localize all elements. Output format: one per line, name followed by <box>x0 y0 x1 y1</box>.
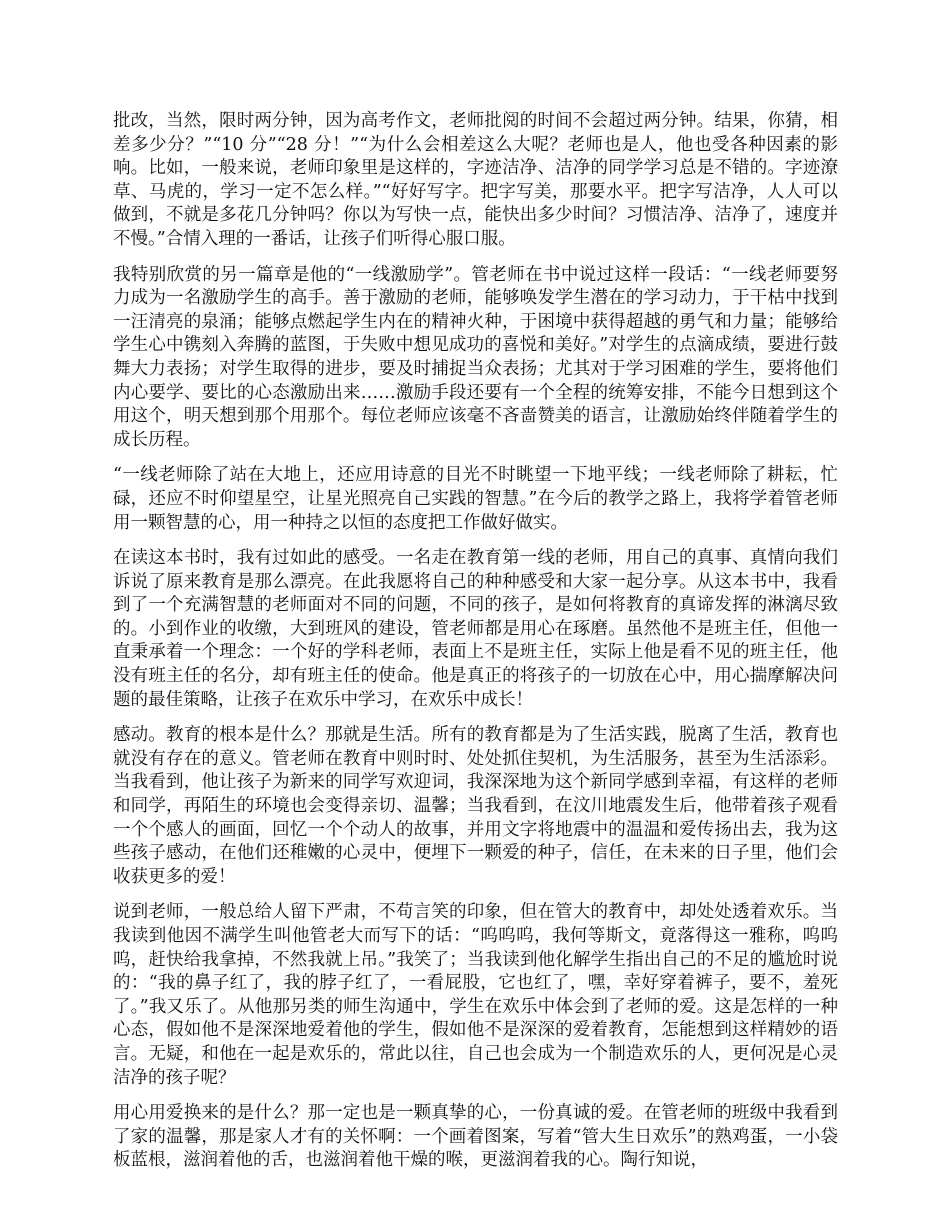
paragraph-3: “一线老师除了站在大地上，还应用诗意的目光不时眺望一下地平线；一线老师除了耕耘，忙碌，还应不时仰望星空，让星光照亮自己实践的智慧。”在今后的教学之路上，我将学着管老师用一颗智慧的心，用一种持之以恒的态度把工作做好做实。 <box>113 465 838 533</box>
paragraph-1: 批改，当然，限时两分钟，因为高考作文，老师批阅的时间不会超过两分钟。结果，你猜，相差多少分？”“10 分”“28 分！”“为什么会相差这么大呢？老师也是人，他也受各种因素的影响。比如，一般来说，老师印象里是这样的，字迹洁净、洁净的同学学习总是不错的。字迹潦草、马虎的，学习一定不怎么样。”“好好写字。把字写美，那要水平。把字写洁净，人人可以做到，不就是多花几分钟吗？你以为写快一点，能快出多少时间？习惯洁净、洁净了，速度并不慢。”合情入理的一番话，让孩子们听得心服口服。 <box>113 111 838 249</box>
paragraph-7: 用心用爱换来的是什么？那一定也是一颗真挚的心，一份真诚的爱。在管老师的班级中我看到了家的温馨，那是家人才有的关怀啊：一个画着图案，写着“管大生日欢乐”的熟鸡蛋，一小袋板蓝根，滋润着他的舌，也滋润着他干燥的喉，更滋润着我的心。陶行知说， <box>113 1103 838 1171</box>
paragraph-6: 说到老师，一般总给人留下严肃，不苟言笑的印象，但在管大的教育中，却处处透着欢乐。当我读到他因不满学生叫他管老大而写下的话：“呜呜呜，我何等斯文，竟落得这一雅称，呜呜呜，赶快给我拿掉，不然我就上吊。”我笑了；当我读到他化解学生指出自己的不足的尴尬时说的：“我的鼻子红了，我的脖子红了，一看屁股，它也红了，嘿，幸好穿着裤子，要不，羞死了。”我又乐了。从他那另类的师生沟通中，学生在欢乐中体会到了老师的爱。这是怎样的一种心态，假如他不是深深地爱着他的学生，假如他不是深深的爱着教育，怎能想到这样精妙的语言。无疑，和他在一起是欢乐的，常此以往，自己也会成为一个制造欢乐的人，更何况是心灵洁净的孩子呢？ <box>113 902 838 1088</box>
paragraph-2: 我特别欣赏的另一篇章是他的“一线激励学”。管老师在书中说过这样一段话：“一线老师要努力成为一名激励学生的高手。善于激励的老师，能够唤发学生潜在的学习动力，于干枯中找到一汪清亮的泉涌；能够点燃起学生内在的精神火种，于困境中获得超越的勇气和力量；能够给学生心中镌刻入奔腾的蓝图，于失败中想见成功的喜悦和美好。”对学生的点滴成绩，要进行鼓舞大力表扬；对学生取得的进步，要及时捕捉当众表扬；尤其对于学习困难的学生，要将他们内心要学、要比的心态激励出来……激励手段还要有一个全程的统筹安排，不能今日想到这个用这个，明天想到那个用那个。每位老师应该毫不吝啬赞美的语言，让激励始终伴随着学生的成长历程。 <box>113 264 838 450</box>
paragraph-5: 感动。教育的根本是什么？那就是生活。所有的教育都是为了生活实践，脱离了生活，教育也就没有存在的意义。管老师在教育中则时时、处处抓住契机，为生活服务，甚至为生活添彩。当我看到，他让孩子为新来的同学写欢迎词，我深深地为这个新同学感到幸福，有这样的老师和同学，再陌生的环境也会变得亲切、温馨；当我看到，在汶川地震发生后，他带着孩子观看一个个感人的画面，回忆一个个动人的故事，并用文字将地震中的温温和爱传扬出去，我为这些孩子感动，在他们还稚嫩的心灵中，便埋下一颗爱的种子，信任，在未来的日子里，他们会收获更多的爱！ <box>113 725 838 887</box>
document-body <box>113 110 838 1185</box>
paragraph-4: 在读这本书时，我有过如此的感受。一名走在教育第一线的老师，用自己的真事、真情向我们诉说了原来教育是那么漂亮。在此我愿将自己的种种感受和大家一起分享。从这本书中，我看到了一个充满智慧的老师面对不同的问题，不同的孩子，是如何将教育的真谛发挥的淋漓尽致的。小到作业的收缴，大到班风的建设，管老师都是用心在琢磨。虽然他不是班主任，但他一直秉承着一个理念：一个好的学科老师，表面上不是班主任，实际上他是看不见的班主任，他没有班主任的名分，却有班主任的使命。他是真正的将孩子的一切放在心中，用心揣摩解决问题的最佳策略，让孩子在欢乐中学习，在欢乐中成长！ <box>113 548 838 710</box>
